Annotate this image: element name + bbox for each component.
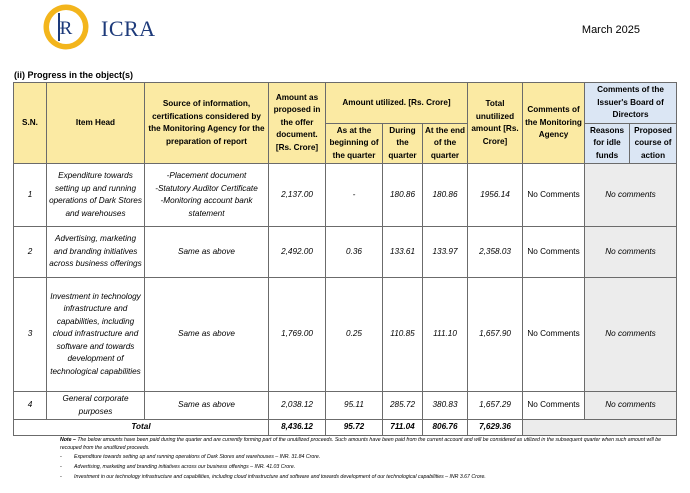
- header-source: Source of information, certifications considered by the Monitoring Agency for the preparation of report: [145, 83, 269, 164]
- table-row: [14, 164, 677, 227]
- total-row: [14, 420, 677, 436]
- row-end: 133.97: [423, 227, 468, 278]
- row-item: Advertising, marketing and branding initiatives across business offerings: [47, 227, 145, 278]
- row-board-comment: No comments: [585, 392, 677, 420]
- row-unutilized: 1956.14: [468, 164, 523, 227]
- brand-name: ICRA: [101, 16, 156, 41]
- icra-logo: [43, 4, 89, 50]
- header-amount-utilized: Amount utilized. [Rs. Crore]: [326, 83, 468, 124]
- row-sn: 2: [14, 227, 47, 278]
- row-sn: 1: [14, 164, 47, 227]
- header-comments-agency: Comments of the Monitoring Agency: [523, 83, 585, 164]
- header-reasons: Reasons for idle funds: [585, 123, 630, 164]
- row-item: Expenditure towards setting up and running operations of Dark Stores and warehouses: [47, 164, 145, 227]
- row-agency-comment: No Comments: [523, 227, 585, 278]
- header-total-unutilized: Total unutilized amount [Rs. Crore]: [468, 83, 523, 164]
- row-during: 285.72: [383, 392, 423, 420]
- total-during: 711.04: [383, 420, 423, 436]
- source-line: -Monitoring account bank statement: [160, 196, 253, 218]
- note-label: Note –: [60, 437, 76, 443]
- row-end: 380.83: [423, 392, 468, 420]
- row-source: [145, 164, 269, 227]
- row-source: Same as above: [145, 392, 269, 420]
- source-line: -Placement document: [166, 171, 247, 180]
- row-offer: 2,038.12: [269, 392, 326, 420]
- row-board-comment: No comments: [585, 227, 677, 278]
- row-offer: 2,492.00: [269, 227, 326, 278]
- total-beginning: 95.72: [326, 420, 383, 436]
- row-beginning: 0.36: [326, 227, 383, 278]
- row-item: Investment in technology infrastructure and capabilities, including cloud infrastructure and software and towards development of technological capabilities: [47, 278, 145, 392]
- row-beginning: 0.25: [326, 278, 383, 392]
- table-row: [14, 392, 677, 420]
- progress-table: [13, 82, 677, 436]
- row-during: 110.85: [383, 278, 423, 392]
- row-agency-comment: No Comments: [523, 392, 585, 420]
- row-source: Same as above: [145, 278, 269, 392]
- header-sn: S.N.: [14, 83, 47, 164]
- row-agency-comment: No Comments: [523, 164, 585, 227]
- table-row: [14, 227, 677, 278]
- total-offer: 8,436.12: [269, 420, 326, 436]
- row-source: Same as above: [145, 227, 269, 278]
- total-unutilized: 7,629.36: [468, 420, 523, 436]
- row-during: 133.61: [383, 227, 423, 278]
- header-beginning: As at the beginning of the quarter: [326, 123, 383, 164]
- source-line: -Statutory Auditor Certificate: [155, 183, 258, 193]
- row-board-comment: No comments: [585, 164, 677, 227]
- report-date: March 2025: [581, 24, 640, 36]
- row-beginning: 95.11: [326, 392, 383, 420]
- row-during: 180.86: [383, 164, 423, 227]
- row-unutilized: 1,657.29: [468, 392, 523, 420]
- row-end: 180.86: [423, 164, 468, 227]
- svg-text:Ɍ: Ɍ: [59, 18, 73, 39]
- row-unutilized: 2,358.03: [468, 227, 523, 278]
- row-sn: 3: [14, 278, 47, 392]
- row-offer: 2,137.00: [269, 164, 326, 227]
- row-offer: 1,769.00: [269, 278, 326, 392]
- row-sn: 4: [14, 392, 47, 420]
- total-blank: [523, 420, 677, 436]
- header-comments-board: Comments of the Issuer's Board of Directors: [585, 83, 677, 124]
- section-title: (ii) Progress in the object(s): [14, 70, 134, 80]
- header-amount-offer: Amount as proposed in the offer document. [Rs. Crore]: [269, 83, 326, 164]
- header-end: At the end of the quarter: [423, 123, 468, 164]
- row-board-comment: No comments: [585, 278, 677, 392]
- total-label: Total: [14, 420, 269, 436]
- row-agency-comment: No Comments: [523, 278, 585, 392]
- total-end: 806.76: [423, 420, 468, 436]
- note: [60, 436, 676, 452]
- note-text: The below amounts have been paid during the quarter and are currently forming part of the unutilized proceeds. Such amounts have been paid from the current account and will be considered as utilized in the subsequent quarter when such amount will be recouped from the unutilized proceeds.: [60, 437, 661, 451]
- table-row: [14, 278, 677, 392]
- header-proposed: Proposed course of action: [630, 123, 677, 164]
- row-item: General corporate purposes: [47, 392, 145, 420]
- row-end: 111.10: [423, 278, 468, 392]
- row-beginning: -: [326, 164, 383, 227]
- header-during: During the quarter: [383, 123, 423, 164]
- row-unutilized: 1,657.90: [468, 278, 523, 392]
- header-item-head: Item Head: [47, 83, 145, 164]
